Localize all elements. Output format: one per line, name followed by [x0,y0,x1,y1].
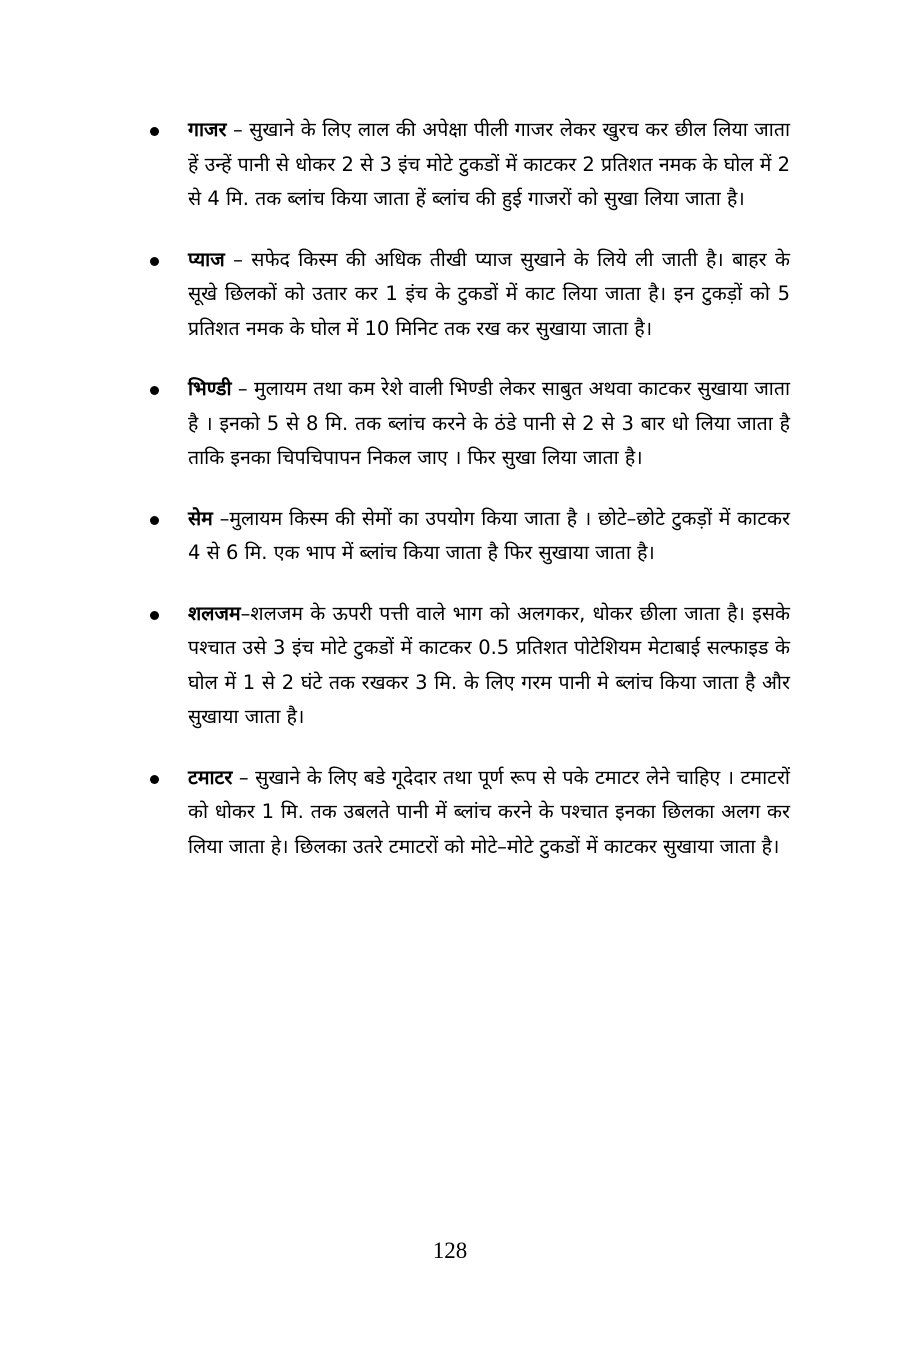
vegetable-drying-list [148,113,790,890]
list-item-carrot [148,113,790,217]
bullet-icon [150,775,159,784]
item-term: सेम [188,506,213,530]
list-item-tomato [148,761,790,865]
item-term: शलजम [188,601,241,625]
bullet-icon [150,516,159,525]
item-term: भिण्डी [188,377,232,400]
item-text: – सुखाने के लिए लाल की अपेक्षा पीली गाजर लेकर खुरच कर छील लिया जाता हें उन्हें पानी से धोकर 2 से 3 इंच मोटे टुकडों में काटकर 2 प्रतिशत नमक के घोल में 2 से 4 मि. तक ब्लांच किया जाता हें ब्लांच की हुई गाजरों को सुखा लिया जाता है। [188,118,790,210]
item-term: प्याज [188,247,225,271]
list-item-beans [148,502,790,571]
item-text: – सफेद किस्म की अधिक तीखी प्याज सुखाने के लिये ली जाती है। बाहर के सूखे छिलकों को उतार कर 1 इंच के टुकडों में काट लिया जाता है। इन टुकड़ों को 5 प्रतिशत नमक के घोल में 10 मिनिट तक रख कर सुखाया जाता है। [188,247,790,340]
item-term: गाजर [188,118,227,141]
item-text: –मुलायम किस्म की सेमों का उपयोग किया जाता है । छोटे–छोटे टुकड़ों में काटकर 4 से 6 मि. एक भाप में ब्लांच किया जाता है फिर सुखाया जाता है। [188,506,790,564]
item-text: – मुलायम तथा कम रेशे वाली भिण्डी लेकर साबुत अथवा काटकर सुखाया जाता है । इनको 5 से 8 मि. तक ब्लांच करने के ठंडे पानी से 2 से 3 बार धो लिया जाता है ताकि इनका चिपचिपापन निकल जाए । फिर सुखा लिया जाता है। [188,377,790,469]
item-text: – सुखाने के लिए बडे गूदेदार तथा पूर्ण रूप से पके टमाटर लेने चाहिए । टमाटरों को धोकर 1 मि. तक उबलते पानी में ब्लांच करने के पश्चात इनका छिलका अलग कर लिया जाता हे। छिलका उतरे टमाटरों को मोटे–मोटे टुकडों में काटकर सुखाया जाता है। [188,765,790,858]
list-item-onion [148,243,790,347]
list-item-okra [148,372,790,476]
list-item-turnip [148,597,790,735]
item-text: –शलजम के ऊपरी पत्ती वाले भाग को अलगकर, धोकर छीला जाता है। इसके पश्चात उसे 3 इंच मोटे टुकडों में काटकर 0.5 प्रतिशत पोटेशियम मेटाबाई सल्फाइड के घोल में 1 से 2 घंटे तक रखकर 3 मि. के लिए गरम पानी मे ब्लांच किया जाता है और सुखाया जाता है। [188,601,790,728]
bullet-icon [150,257,159,266]
bullet-icon [150,127,159,136]
bullet-icon [150,386,159,395]
page-number: 128 [432,1238,468,1263]
item-term: टमाटर [188,765,233,789]
bullet-icon [150,611,159,620]
